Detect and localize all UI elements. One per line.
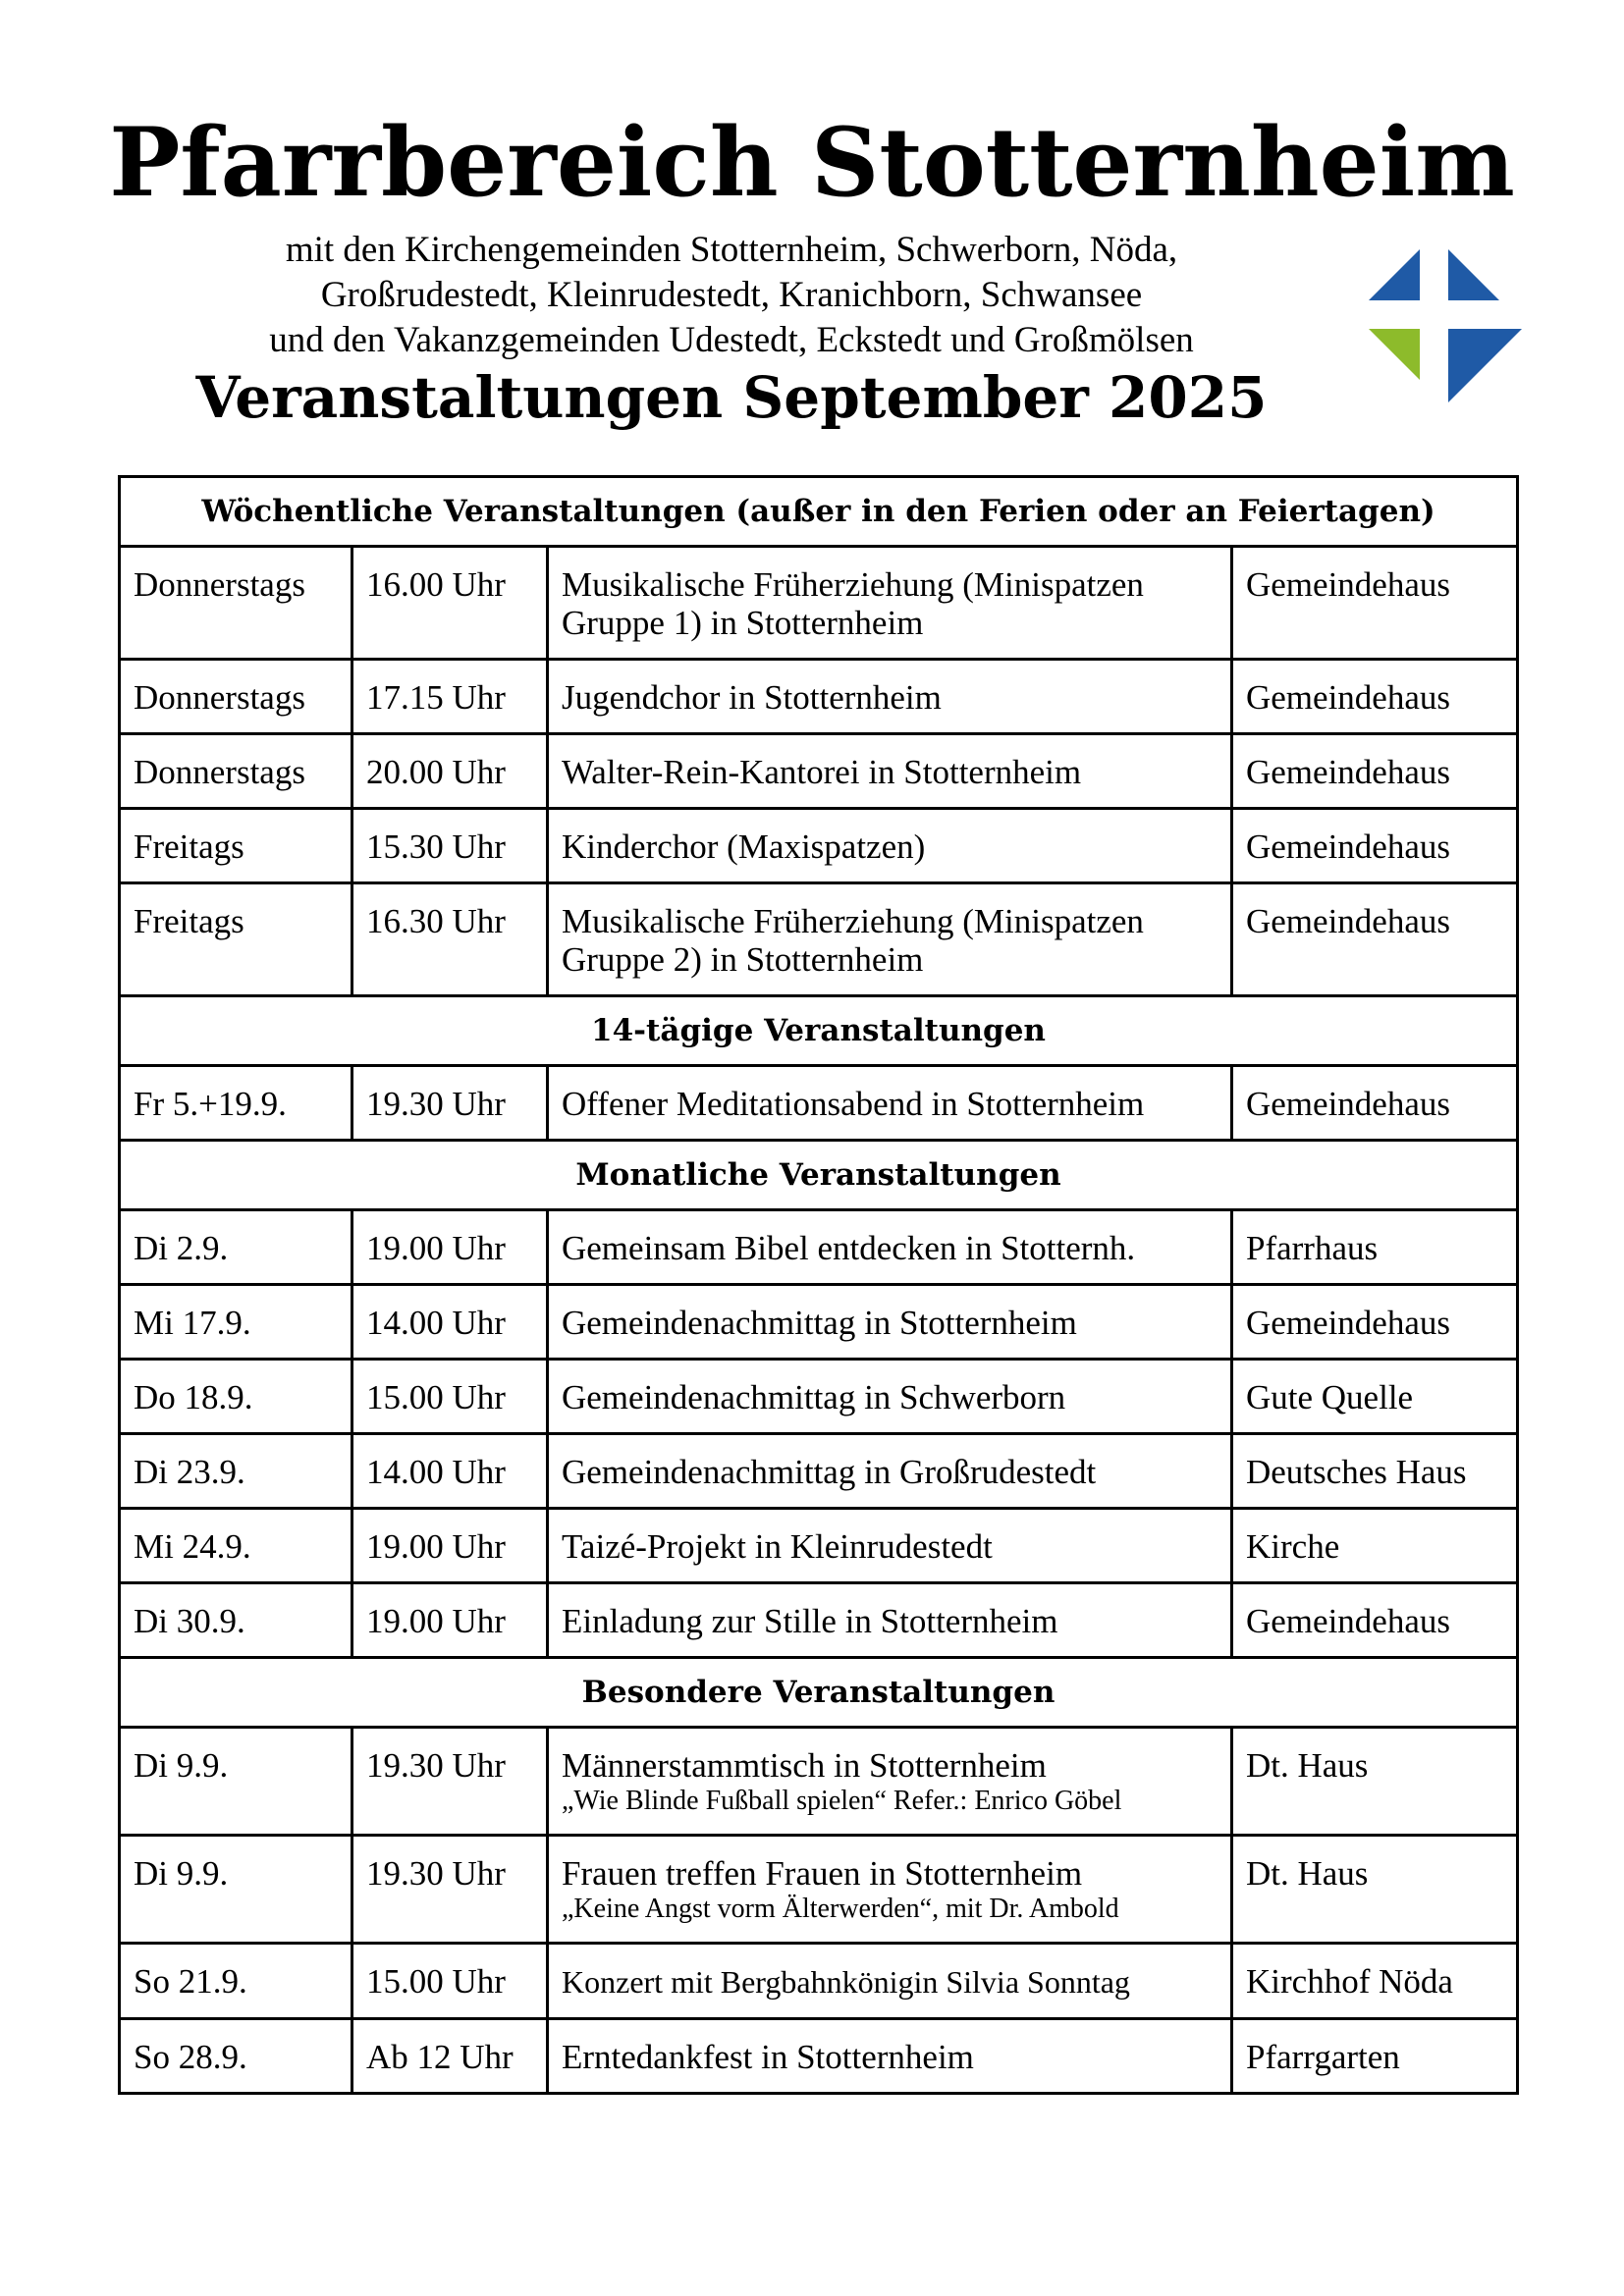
section-header-row (120, 996, 1518, 1066)
logo-green-left (1369, 329, 1420, 380)
event-time: 19.30 Uhr (352, 1836, 548, 1944)
event-day: Freitags (120, 883, 352, 996)
event-time: 20.00 Uhr (352, 734, 548, 809)
event-title: Musikalische Früherziehung (Minispatzen Gruppe 2) in Stotternheim (562, 902, 1144, 979)
event-location: Kirchhof Nöda (1232, 1944, 1518, 2019)
event-day: Di 9.9. (120, 1836, 352, 1944)
event-cell (548, 547, 1232, 660)
table-row (120, 660, 1518, 734)
table-row (120, 547, 1518, 660)
section-title: Monatliche Veranstaltungen (120, 1141, 1518, 1210)
event-location: Gemeindehaus (1232, 547, 1518, 660)
event-day: So 28.9. (120, 2019, 352, 2094)
logo-blue-top-right (1448, 249, 1499, 300)
event-time: 19.30 Uhr (352, 1728, 548, 1836)
event-time: 19.30 Uhr (352, 1066, 548, 1141)
event-day: Donnerstags (120, 734, 352, 809)
event-time: 19.00 Uhr (352, 1583, 548, 1658)
event-title: Walter-Rein-Kantorei in Stotternheim (562, 753, 1082, 791)
event-cell (548, 1066, 1232, 1141)
event-day: Di 30.9. (120, 1583, 352, 1658)
event-title: Männerstammtisch in Stotternheim (562, 1746, 1047, 1785)
event-note: „Keine Angst vorm Älterwerden“, mit Dr. Ambold (562, 1894, 1119, 1924)
logo-blue-top-left (1369, 249, 1420, 300)
event-location: Gemeindehaus (1232, 809, 1518, 883)
section-title: 14-tägige Veranstaltungen (120, 996, 1518, 1066)
event-day: Di 23.9. (120, 1434, 352, 1509)
table-row (120, 883, 1518, 996)
event-title: Gemeindenachmittag in Schwerborn (562, 1378, 1066, 1416)
event-title: Jugendchor in Stotternheim (562, 678, 942, 717)
event-location: Dt. Haus (1232, 1728, 1518, 1836)
event-title: Taizé-Projekt in Kleinrudestedt (562, 1527, 993, 1566)
event-cell (548, 1285, 1232, 1360)
events-table-body (120, 477, 1518, 2094)
event-cell (548, 1360, 1232, 1434)
event-title: Einladung zur Stille in Stotternheim (562, 1602, 1058, 1640)
section-header-row (120, 477, 1518, 547)
event-cell (548, 809, 1232, 883)
event-location: Gemeindehaus (1232, 1066, 1518, 1141)
page-title: Pfarrbereich Stotternheim (109, 107, 1515, 218)
event-day: Donnerstags (120, 660, 352, 734)
subtitle-line: mit den Kirchengemeinden Stotternheim, Schwerborn, Nöda, (285, 230, 1178, 270)
event-time: 15.00 Uhr (352, 1944, 548, 2019)
event-cell (548, 2019, 1232, 2094)
table-row (120, 1728, 1518, 1836)
section-title: Besondere Veranstaltungen (120, 1658, 1518, 1728)
event-day: Fr 5.+19.9. (120, 1066, 352, 1141)
event-location: Dt. Haus (1232, 1836, 1518, 1944)
event-cell (548, 1836, 1232, 1944)
event-time: 15.00 Uhr (352, 1360, 548, 1434)
events-heading: Veranstaltungen September 2025 (195, 364, 1268, 431)
logo-blue-bottom-right (1448, 329, 1522, 402)
table-row (120, 734, 1518, 809)
event-time: 19.00 Uhr (352, 1210, 548, 1285)
subtitle-line: und den Vakanzgemeinden Udestedt, Eckstedt und Großmölsen (269, 320, 1194, 360)
event-day: Mi 24.9. (120, 1509, 352, 1583)
event-title: Gemeindenachmittag in Großrudestedt (562, 1453, 1097, 1491)
event-day: Di 9.9. (120, 1728, 352, 1836)
event-title: Erntedankfest in Stotternheim (562, 2038, 974, 2076)
event-title: Offener Meditationsabend in Stotternheim (562, 1085, 1145, 1123)
event-cell (548, 1728, 1232, 1836)
event-day: Di 2.9. (120, 1210, 352, 1285)
event-time: 16.30 Uhr (352, 883, 548, 996)
section-title: Wöchentliche Veranstaltungen (außer in den Ferien oder an Feiertagen) (120, 477, 1518, 547)
event-time: 19.00 Uhr (352, 1509, 548, 1583)
event-cell (548, 1434, 1232, 1509)
events-table (118, 475, 1519, 2095)
event-location: Pfarrhaus (1232, 1210, 1518, 1285)
subtitle-line: Großrudestedt, Kleinrudestedt, Kranichborn, Schwansee (320, 275, 1143, 315)
event-time: 17.15 Uhr (352, 660, 548, 734)
event-day: Freitags (120, 809, 352, 883)
event-day: So 21.9. (120, 1944, 352, 2019)
table-row (120, 1066, 1518, 1141)
event-cell (548, 734, 1232, 809)
event-note: „Wie Blinde Fußball spielen“ Refer.: Enrico Göbel (562, 1786, 1122, 1816)
event-time: 16.00 Uhr (352, 547, 548, 660)
table-row (120, 1285, 1518, 1360)
event-location: Deutsches Haus (1232, 1434, 1518, 1509)
event-location: Gemeindehaus (1232, 734, 1518, 809)
table-row (120, 1944, 1518, 2019)
event-title: Gemeinsam Bibel entdecken in Stotternh. (562, 1229, 1136, 1267)
table-row (120, 1836, 1518, 1944)
cross-logo-icon (1369, 249, 1522, 402)
event-cell (548, 1509, 1232, 1583)
event-day: Mi 17.9. (120, 1285, 352, 1360)
event-title: Gemeindenachmittag in Stotternheim (562, 1304, 1077, 1342)
section-header-row (120, 1141, 1518, 1210)
table-row (120, 1434, 1518, 1509)
table-row (120, 2019, 1518, 2094)
event-location: Gute Quelle (1232, 1360, 1518, 1434)
event-title: Frauen treffen Frauen in Stotternheim (562, 1854, 1083, 1893)
event-cell (548, 660, 1232, 734)
event-location: Gemeindehaus (1232, 883, 1518, 996)
table-row (120, 1509, 1518, 1583)
table-row (120, 809, 1518, 883)
table-row (120, 1360, 1518, 1434)
section-header-row (120, 1658, 1518, 1728)
event-title: Konzert mit Bergbahnkönigin Silvia Sonntag (562, 1964, 1130, 2000)
event-title: Musikalische Früherziehung (Minispatzen Gruppe 1) in Stotternheim (562, 565, 1144, 642)
event-cell (548, 883, 1232, 996)
event-time: Ab 12 Uhr (352, 2019, 548, 2094)
event-time: 14.00 Uhr (352, 1434, 548, 1509)
event-time: 15.30 Uhr (352, 809, 548, 883)
congregations-subtitle (167, 228, 1296, 363)
event-location: Gemeindehaus (1232, 660, 1518, 734)
event-location: Gemeindehaus (1232, 1285, 1518, 1360)
event-day: Do 18.9. (120, 1360, 352, 1434)
table-row (120, 1210, 1518, 1285)
event-cell (548, 1944, 1232, 2019)
event-title: Kinderchor (Maxispatzen) (562, 828, 926, 866)
event-cell (548, 1583, 1232, 1658)
event-day: Donnerstags (120, 547, 352, 660)
event-location: Pfarrgarten (1232, 2019, 1518, 2094)
event-time: 14.00 Uhr (352, 1285, 548, 1360)
event-cell (548, 1210, 1232, 1285)
event-location: Kirche (1232, 1509, 1518, 1583)
table-row (120, 1583, 1518, 1658)
event-location: Gemeindehaus (1232, 1583, 1518, 1658)
